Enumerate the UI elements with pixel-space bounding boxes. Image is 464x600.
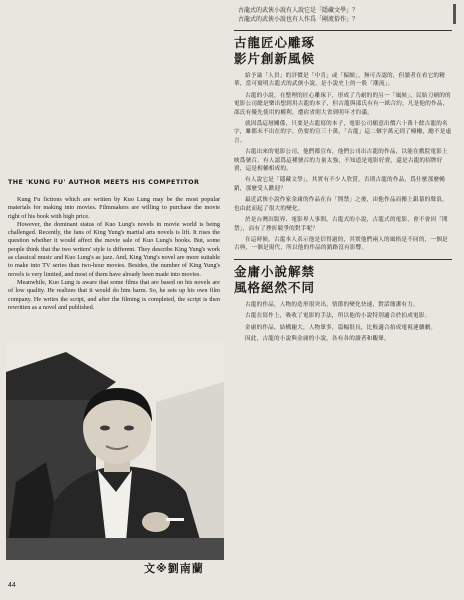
chinese-paragraph: 古龍出來的電影公司，他們都宣布，他們公司出古龍的作品，以能在戲院電影上映爲號召。有人認爲這種號召的力量太強，不知道是電影好賣，還是古龍的招牌好賣，這是相輔相成的。	[234, 149, 448, 173]
page-number: 44	[8, 582, 16, 589]
english-paragraph: Kung Fu fictions which are written by Kuo Lung may be the most popular materials for making into movies. Filmmakers are willing to purchase the movie right of his book with high price.	[8, 196, 220, 220]
chinese-paragraph: 古龍在寫作上，吸收了電影的手法，所以他的小說特別適合於拍成電影。	[245, 313, 431, 320]
english-paragraph: Meanwhile, Kuo Lung is aware that some films that are based on his novels are of low quality. He realizes that it would do him harm. So, he sets up his own film company. He writes the script, and after the filming is completed, the script is then rewritten as a novel and published.	[8, 278, 220, 311]
chinese-paragraph: 古龍的作品，人物的造形很突出，情節的變化快速，對話簡潔有力。	[245, 301, 419, 308]
chinese-paragraph: 有人說它是「隱藏文學」，其實有不少人欣賞，否則古龍的作品，爲什麼那麼暢銷，那麼受人歡迎？	[234, 177, 445, 192]
chinese-section-headline	[234, 35, 452, 67]
english-paragraph: However, the dominant status of Kuo Lung's novels in movie world is being challenged. Recently, the fans of King Yung's martial arts novels is lift. It rises the question whether it would affect the movie sale of Kuo Lung's books. But, some people think that the two writers' style is different. They describe King Yung's work as classical music and Kuo Lung's as jazz. And, King Yung's novel are more suitable to make into TV series than two-hour movies. Besides, the number of King Yung's novels is very limited, and most of them have already been made into movies.	[8, 220, 220, 278]
headline-line: 影片創新風候	[234, 51, 316, 66]
chinese-paragraph: 最近武俠小說作家金庸的作品在台「開禁」之後，由他作品而搬上銀幕的聲浪，也由此而起了很大的變化。	[234, 197, 448, 212]
headline-line: 古龍匠心雕琢	[234, 35, 316, 50]
chinese-paragraph: 在這時候，古龍本人表示他是信得過的，其實他們兩人的風格是不同的，一個是古典，一個是現代，所以他的作品的銷路沒有影響。	[234, 236, 448, 252]
portrait-illustration	[6, 342, 224, 560]
chinese-paragraph: 古龍的小說，在整理的匠心雕琢下，形成了乃耐的的另一「風候」，民始刀劍的的電影公司總是樂出想到用古龍的本子，但古龍與邵氏有有一紙合約，凡是他的作品，邵氏有優先使用的權利，遭宿省則大省到明年才約滿。	[234, 92, 451, 116]
chinese-paragraph: 給予論「人員」的評價是「中肯」或「偏頗」，無可否認的，但讀者在看它的精華，當可窺明古龍式的武俠小說，是小說史上的一股「潮流」。	[234, 73, 445, 88]
page-edge-mark	[453, 4, 456, 24]
chinese-paragraph: 於是台灣出版界、電影界人事間，古龍式的小說，古龍式的電影，會不會因「開禁」，而有了挫折競爭的對手呢？	[234, 217, 448, 232]
section-divider	[234, 259, 452, 260]
english-article-title: THE 'KUNG FU' AUTHOR MEETS HIS COMPETITOR	[8, 178, 200, 186]
chinese-section-headline	[234, 264, 452, 296]
chinese-pull-quote	[234, 6, 452, 24]
chinese-paragraph: 金庸的作品，結構龐大，人物眾多，篇幅很長，比較適合拍成電視連續劇。	[245, 324, 437, 331]
headline-line: 風格絕然不同	[234, 279, 316, 295]
chinese-paragraph: 就因爲這層關係，只要是古龍寫的本子，電影公司願意出價六十萬十餘古龍的名字，雖都未不出在的字，仍要的宣三十萬，「古龍」這二個字萬元到了檯柵，總不是虛言。	[234, 121, 452, 144]
chinese-paragraph: 因此，古龍的小說與金庸的小說，各有各的讀者和觀眾。	[245, 335, 390, 342]
author-byline: 文※劉南蘭	[144, 562, 204, 575]
chinese-article	[234, 6, 452, 581]
pull-quote-line: 古龍式的武俠小說也有人作爲「剛流俗作」？	[238, 16, 359, 23]
headline-line: 金庸小說解禁	[234, 263, 316, 279]
author-photo	[6, 342, 224, 560]
english-article-body	[8, 196, 220, 312]
section-divider	[234, 30, 452, 31]
pull-quote-line: 古龍式的武俠小說有人說它是「隱藏文學」？	[238, 7, 359, 14]
